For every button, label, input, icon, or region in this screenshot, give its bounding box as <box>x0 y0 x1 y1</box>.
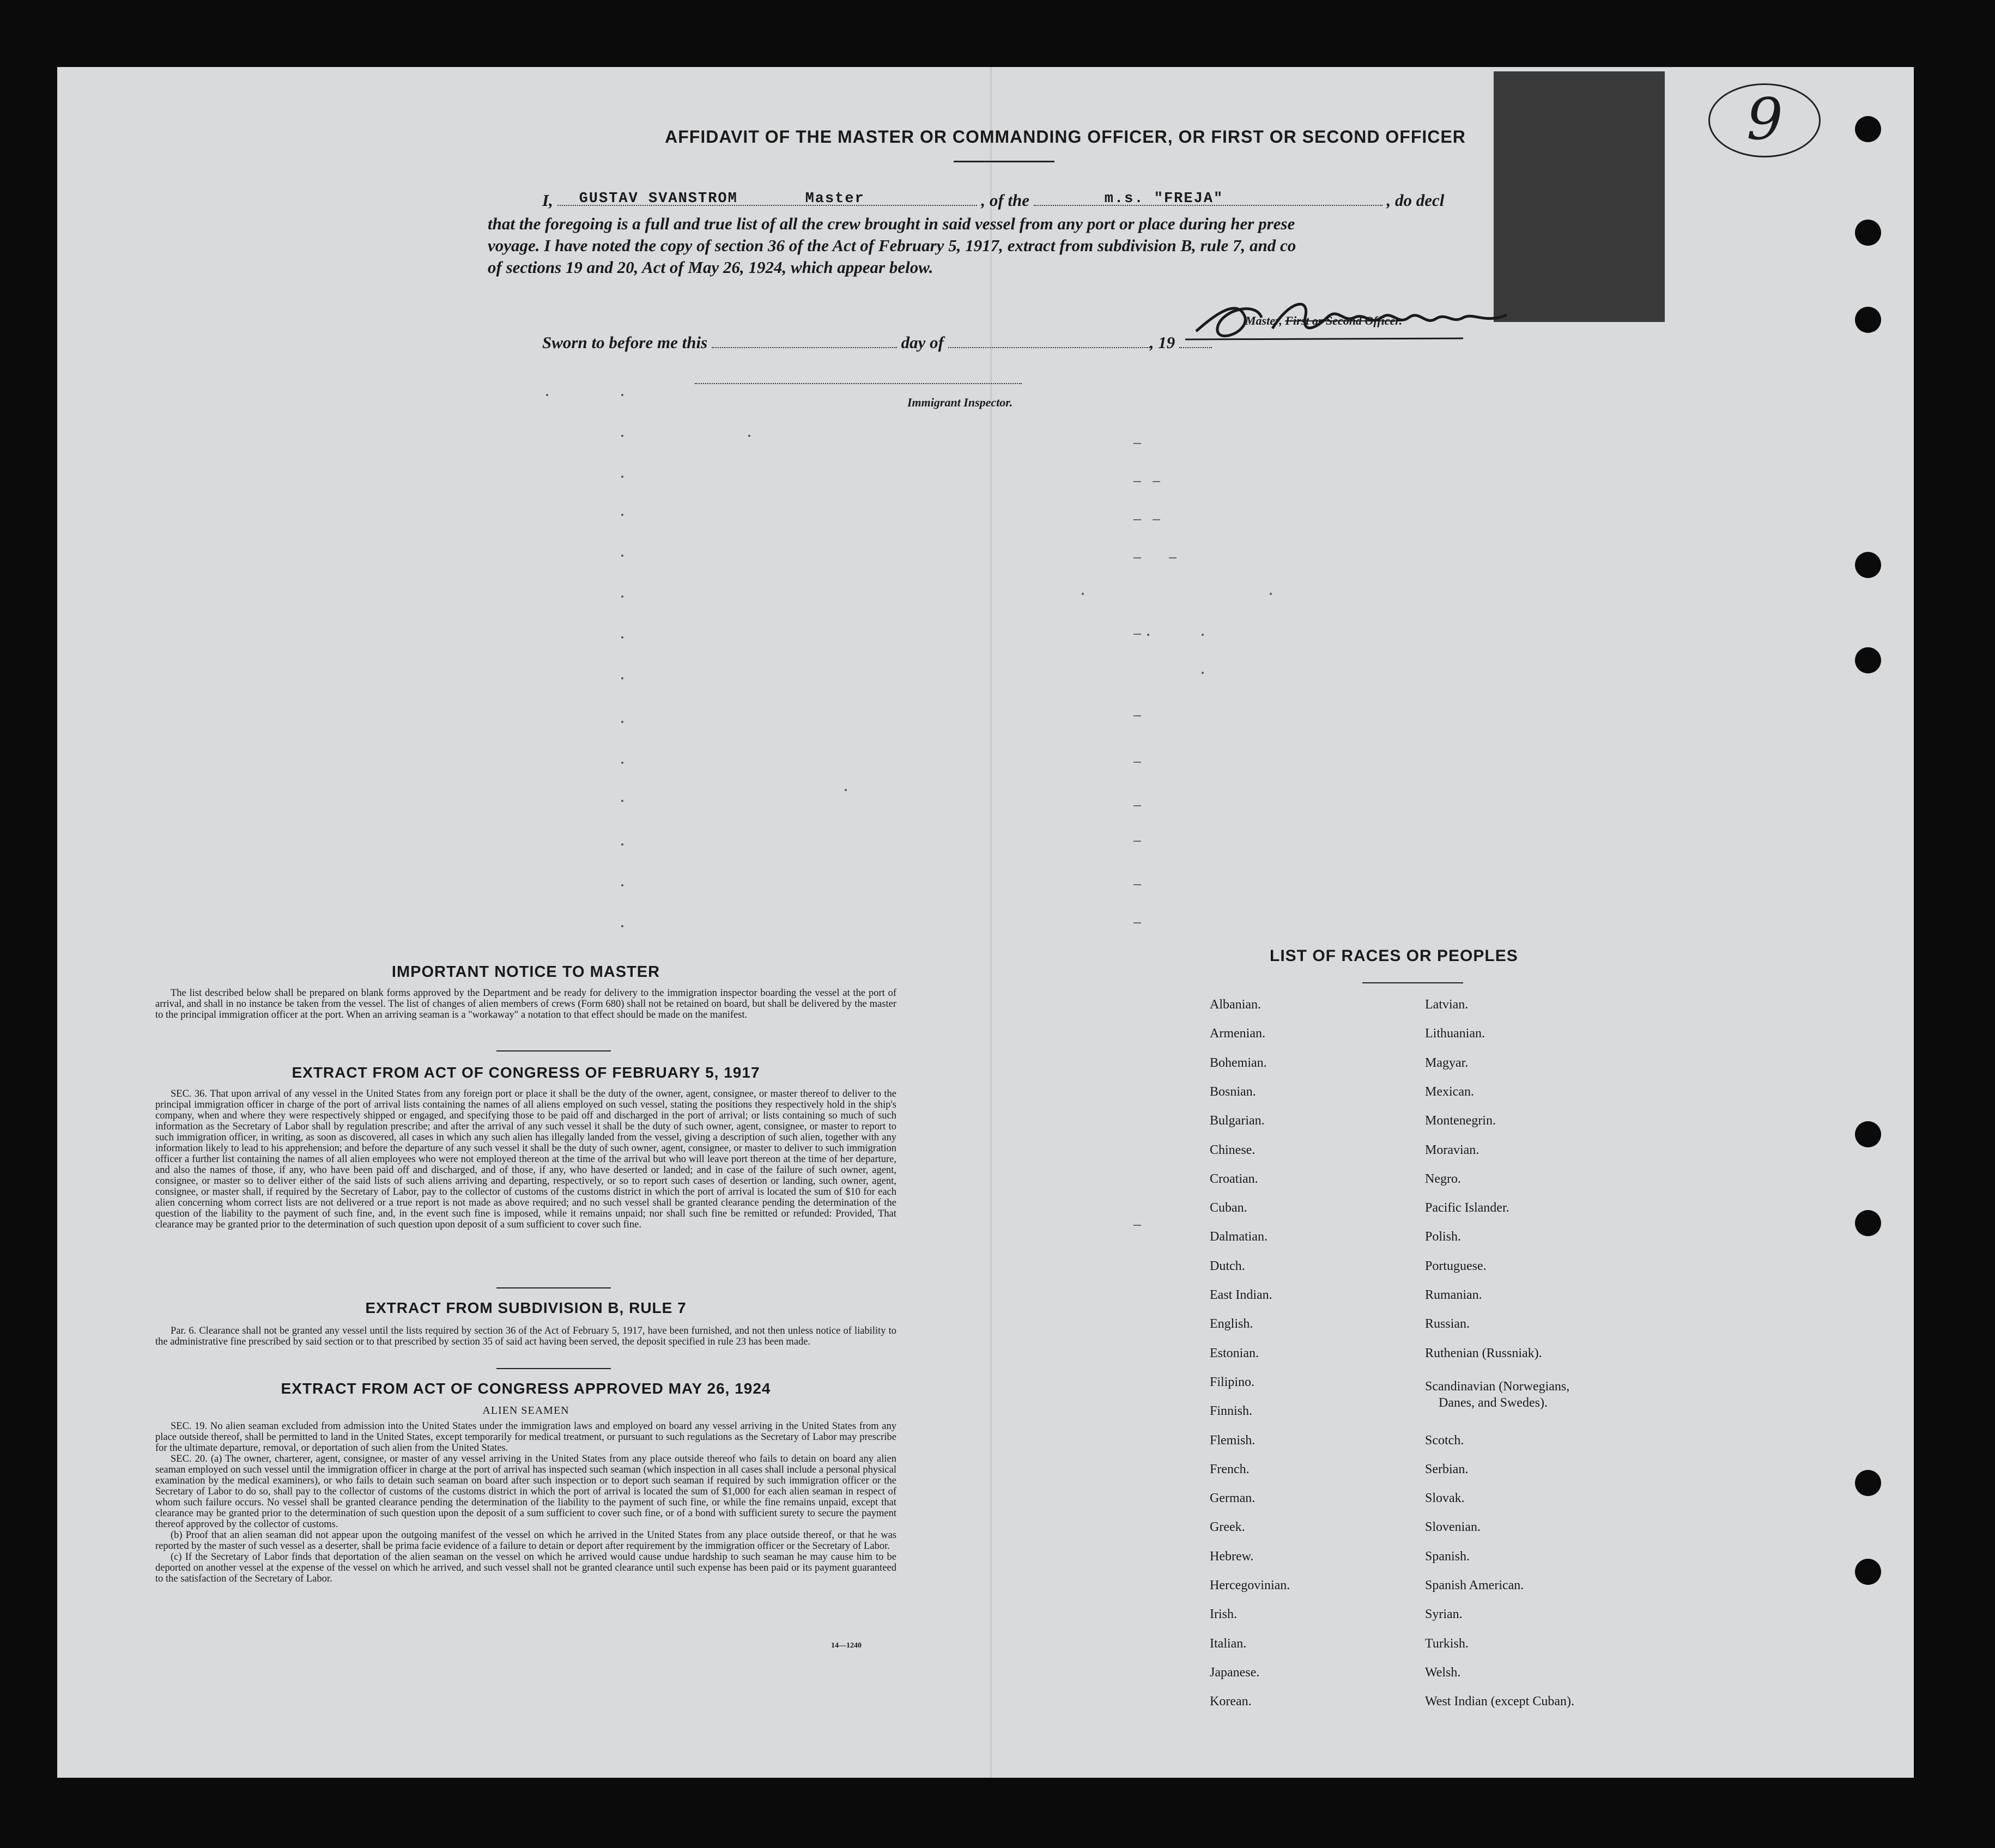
rule7-paragraph: Par. 6. Clearance shall not be granted any vessel until the lists required by section 36 of the Act of February 5, 1917, have been furnished, and not then unless notice of liability to the administrative fine prescribed by said section or to that prescribed by section 35 of said act having been served, the deposit specified in rule 23 has been made. <box>155 1326 896 1347</box>
extract-1924-text <box>155 1421 896 1584</box>
race-item: Dutch. <box>1210 1259 1245 1273</box>
race-item: Serbian. <box>1425 1462 1469 1476</box>
race-item: Magyar. <box>1425 1055 1469 1070</box>
punch-hole <box>1855 1210 1881 1236</box>
master-name-field <box>557 191 977 206</box>
race-item: Hercegovinian. <box>1210 1578 1290 1592</box>
extract-1924-title: EXTRACT FROM ACT OF CONGRESS APPROVED MAY 26, 1924 <box>281 1380 771 1397</box>
race-item: Hebrew. <box>1210 1549 1254 1564</box>
sec20c-paragraph: (c) If the Secretary of Labor finds that deportation of the alien seaman on the vessel on which he arrived would cause undue hardship to such seaman he may cause him to be deported on another vessel at the expense of the vessel on which he arrived, and such vessel shall not be granted clearance until such expense has been paid or its payment guaranteed to the satisfaction of the Secretary of Labor. <box>155 1552 896 1584</box>
vessel-name: m.s. "FREJA" <box>1104 191 1224 207</box>
extract-1917-text <box>155 1089 896 1230</box>
alien-seamen-subtitle: ALIEN SEAMEN <box>482 1405 569 1417</box>
oath-line-3: voyage. I have noted the copy of section 36 of the Act of February 5, 1917, extract from subdivision B, rule 7, and co <box>488 236 1296 255</box>
punch-hole <box>1855 552 1881 578</box>
master-name: GUSTAV SVANSTROM <box>579 191 738 207</box>
race-item: French. <box>1210 1462 1250 1476</box>
title-rule <box>954 161 1054 162</box>
oath-line-4: of sections 19 and 20, Act of May 26, 1924, which appear below. <box>488 258 933 277</box>
notice-title: IMPORTANT NOTICE TO MASTER <box>391 963 660 981</box>
sworn-month-field <box>948 333 1150 348</box>
race-item: Slovenian. <box>1425 1520 1481 1535</box>
sworn-year: , 19 <box>1149 333 1175 352</box>
sworn-prefix: Sworn to before me this <box>542 333 708 352</box>
race-item: Flemish. <box>1210 1433 1256 1448</box>
document-page <box>57 67 1914 1778</box>
of-the: , of the <box>981 191 1030 210</box>
race-item: Cuban. <box>1210 1201 1247 1215</box>
punch-hole <box>1855 116 1881 142</box>
punch-hole <box>1855 647 1881 673</box>
race-item: Dalmatian. <box>1210 1230 1268 1244</box>
punch-hole <box>1855 1559 1881 1585</box>
punch-hole <box>1855 1470 1881 1496</box>
race-item: West Indian (except Cuban). <box>1425 1694 1574 1709</box>
race-item: Welsh. <box>1425 1665 1461 1680</box>
race-item: Korean. <box>1210 1694 1252 1709</box>
race-item: Finnish. <box>1210 1404 1253 1419</box>
sworn-day-field <box>712 333 897 348</box>
race-item: Moravian. <box>1425 1142 1479 1157</box>
notice-rule <box>496 1050 611 1051</box>
race-item: Pacific Islander. <box>1425 1201 1509 1215</box>
race-item: Rumanian. <box>1425 1288 1482 1302</box>
punch-hole <box>1855 307 1881 333</box>
race-item: Negro. <box>1425 1171 1461 1186</box>
rule7-rule <box>496 1368 611 1369</box>
race-item: Greek. <box>1210 1520 1245 1535</box>
race-item: Albanian. <box>1210 998 1261 1012</box>
race-item: German. <box>1210 1491 1256 1506</box>
races-title: LIST OF RACES OR PEOPLES <box>1270 947 1518 965</box>
race-item: Ruthenian (Russniak). <box>1425 1346 1542 1360</box>
notice-paragraph: The list described below shall be prepared on blank forms approved by the Department and be ready for delivery to the immigration inspector boarding the vessel at the port of arrival, and shall in no instance be taken from the vessel. The list of changes of alien members of crews (Form 680) shall not be retained on board, but shall be delivered by the master to the principal immigration officer at the port. When an arriving seaman is a "workaway" a notation to that effect should be made on the manifest. <box>155 988 896 1020</box>
race-item: English. <box>1210 1317 1253 1332</box>
race-item: Croatian. <box>1210 1171 1258 1186</box>
race-item: Irish. <box>1210 1607 1237 1622</box>
race-item: Italian. <box>1210 1636 1247 1651</box>
race-item: Spanish American. <box>1425 1578 1524 1592</box>
sworn-year-field <box>1179 333 1212 348</box>
race-item: Filipino. <box>1210 1375 1255 1389</box>
punch-hole <box>1855 1121 1881 1147</box>
race-item: Polish. <box>1425 1230 1462 1244</box>
race-item: Danes, and Swedes). <box>1439 1395 1548 1410</box>
race-item: East Indian. <box>1210 1288 1272 1302</box>
race-item: Spanish. <box>1425 1549 1470 1564</box>
do-declare: , do decl <box>1386 191 1445 210</box>
race-item: Japanese. <box>1210 1665 1260 1680</box>
race-item: Mexican. <box>1425 1084 1474 1099</box>
rule7-text <box>155 1326 896 1347</box>
race-item: Latvian. <box>1425 998 1469 1012</box>
rule7-title: EXTRACT FROM SUBDIVISION B, RULE 7 <box>365 1299 687 1316</box>
extract-1917-title: EXTRACT FROM ACT OF CONGRESS OF FEBRUARY 5, 1917 <box>292 1064 760 1081</box>
race-item: Portuguese. <box>1425 1259 1487 1273</box>
sworn-day-label: day of <box>901 333 944 352</box>
punch-hole <box>1855 220 1881 246</box>
oath-i: I, <box>542 191 553 210</box>
notice-text <box>155 988 896 1020</box>
vessel-field <box>1034 191 1382 206</box>
race-item: Russian. <box>1425 1317 1470 1332</box>
affidavit-title: AFFIDAVIT OF THE MASTER OR COMMANDING OFFICER, OR FIRST OR SECOND OFFICER <box>665 127 1466 147</box>
sec20b-paragraph: (b) Proof that an alien seaman did not appear upon the outgoing manifest of the vessel on which he arrived in the United States from any place outside thereof, or that he was reported by the master of such vessel as a deserter, shall be prima facie evidence of a failure to detain or deport after requirement by the immigration officer or the Secretary of Labor. <box>155 1530 896 1552</box>
race-item: Scandinavian (Norwegians, <box>1425 1379 1570 1394</box>
inspector-line <box>695 383 1022 384</box>
signature-caption <box>1245 314 1402 328</box>
race-item: Bulgarian. <box>1210 1114 1265 1128</box>
page-fold <box>990 67 992 1778</box>
race-item: Bohemian. <box>1210 1055 1267 1070</box>
form-number: 14—1240 <box>831 1642 862 1650</box>
master-rank: Master <box>805 191 865 207</box>
sec36-paragraph: SEC. 36. That upon arrival of any vessel in the United States from any foreign port or place it shall be the duty of the owner, agent, consignee, or master thereof to deliver to the principal immigration officer in charge of the port of arrival lists containing the names of all aliens employed on such vessel, stating the positions they respectively hold in the ship's company, when and where they were respectively shipped or engaged, and specifying those to be paid off and discharged in the port of arrival; or lists containing so much of such information as the Secretary of Labor shall by regulation prescribe; and after the arrival of any such vessel it shall be the duty of such owner, agent, consignee, or master to report to such immigration officer, in writing, as soon as discovered, all cases in which any such alien has illegally landed from the vessel, giving a description of such alien, together with any information likely to lead to his apprehension; and before the departure of any such vessel it shall be the duty of such owner, agent, consignee, or master to deliver to such immigration officer a further list containing the names of all alien employees who were not employed thereon at the time of the arrival but who will leave port thereon at the time of her departure, and also the names of those, if any, who have been paid off and discharged, and of those, if any, who have deserted or landed; and in case of the failure of such owner, agent, consignee, or master so to deliver either of the said lists of such aliens arriving and departing, respectively, or so to report such cases of desertion or landing, such owner, agent, consignee, or master shall, if required by the Secretary of Labor, pay to the collector of customs of the customs district in which the port of arrival is located the sum of $10 for each alien concerning whom correct lists are not delivered or a true report is not made as above required; and no such vessel shall be granted clearance pending the determination of the question of the liability to the payment of such fine, and, in the event such fine is imposed, while it remains unpaid; nor shall such fine be remitted or refunded: Provided, That clearance may be granted prior to the determination of such question upon deposit of a sum sufficient to cover such fine. <box>155 1089 896 1230</box>
sec19-paragraph: SEC. 19. No alien seaman excluded from admission into the United States under the immigration laws and employed on board any vessel arriving in the United States from any place outside thereof, shall be permitted to land in the United States, except temporarily for medical treatment, or pursuant to such regulations as the Secretary of Labor may prescribe for the ultimate departure, removal, or deportation of such alien from the United States. <box>155 1421 896 1454</box>
race-item: Armenian. <box>1210 1026 1265 1041</box>
race-item: Syrian. <box>1425 1607 1463 1622</box>
race-item: Montenegrin. <box>1425 1114 1496 1128</box>
sworn-line <box>542 332 1212 353</box>
sec20a-paragraph: SEC. 20. (a) The owner, charterer, agent, consignee, or master of any vessel arriving in the United States from any place outside thereof who fails to detain on board any alien seaman employed on such vessel until the immigration officer in charge at the port of arrival has inspected such seaman (which inspection in all cases shall include a personal physical examination by the medical examiners), or who fails to detain such seaman on board after such inspection or to deport such seaman if required by such immigration officer or the Secretary of Labor to do so, shall pay to the collector of customs of the customs district in which the port of arrival is located the sum of $1,000 for each alien seaman in respect of whom such failure occurs. No vessel shall be granted clearance pending the determination of the liability to the payment of such fine, or while the fine remains unpaid, except that clearance may be granted prior to the determination of such question upon the deposit of a sum sufficient to cover such fine, or of a bond with sufficient surety to secure the payment thereof approved by the collector of customs. <box>155 1454 896 1530</box>
race-item: Chinese. <box>1210 1142 1256 1157</box>
race-item: Turkish. <box>1425 1636 1469 1651</box>
race-item: Scotch. <box>1425 1433 1464 1448</box>
page-number: 9 <box>1747 86 1783 153</box>
inspector-caption: Immigrant Inspector. <box>907 396 1013 409</box>
caption-master: Master, <box>1245 314 1282 327</box>
race-item: Estonian. <box>1210 1346 1259 1360</box>
race-item: Bosnian. <box>1210 1084 1256 1099</box>
oath-line-2: that the foregoing is a full and true list of all the crew brought in said vessel from any port or place during her prese <box>488 214 1295 233</box>
oath-line-1 <box>542 190 1659 211</box>
race-item: Slovak. <box>1425 1491 1465 1506</box>
races-rule <box>1362 982 1463 983</box>
race-item: Lithuanian. <box>1425 1026 1485 1041</box>
extract-1917-rule <box>496 1287 611 1288</box>
caption-struck: First or Second Officer. <box>1285 314 1403 327</box>
